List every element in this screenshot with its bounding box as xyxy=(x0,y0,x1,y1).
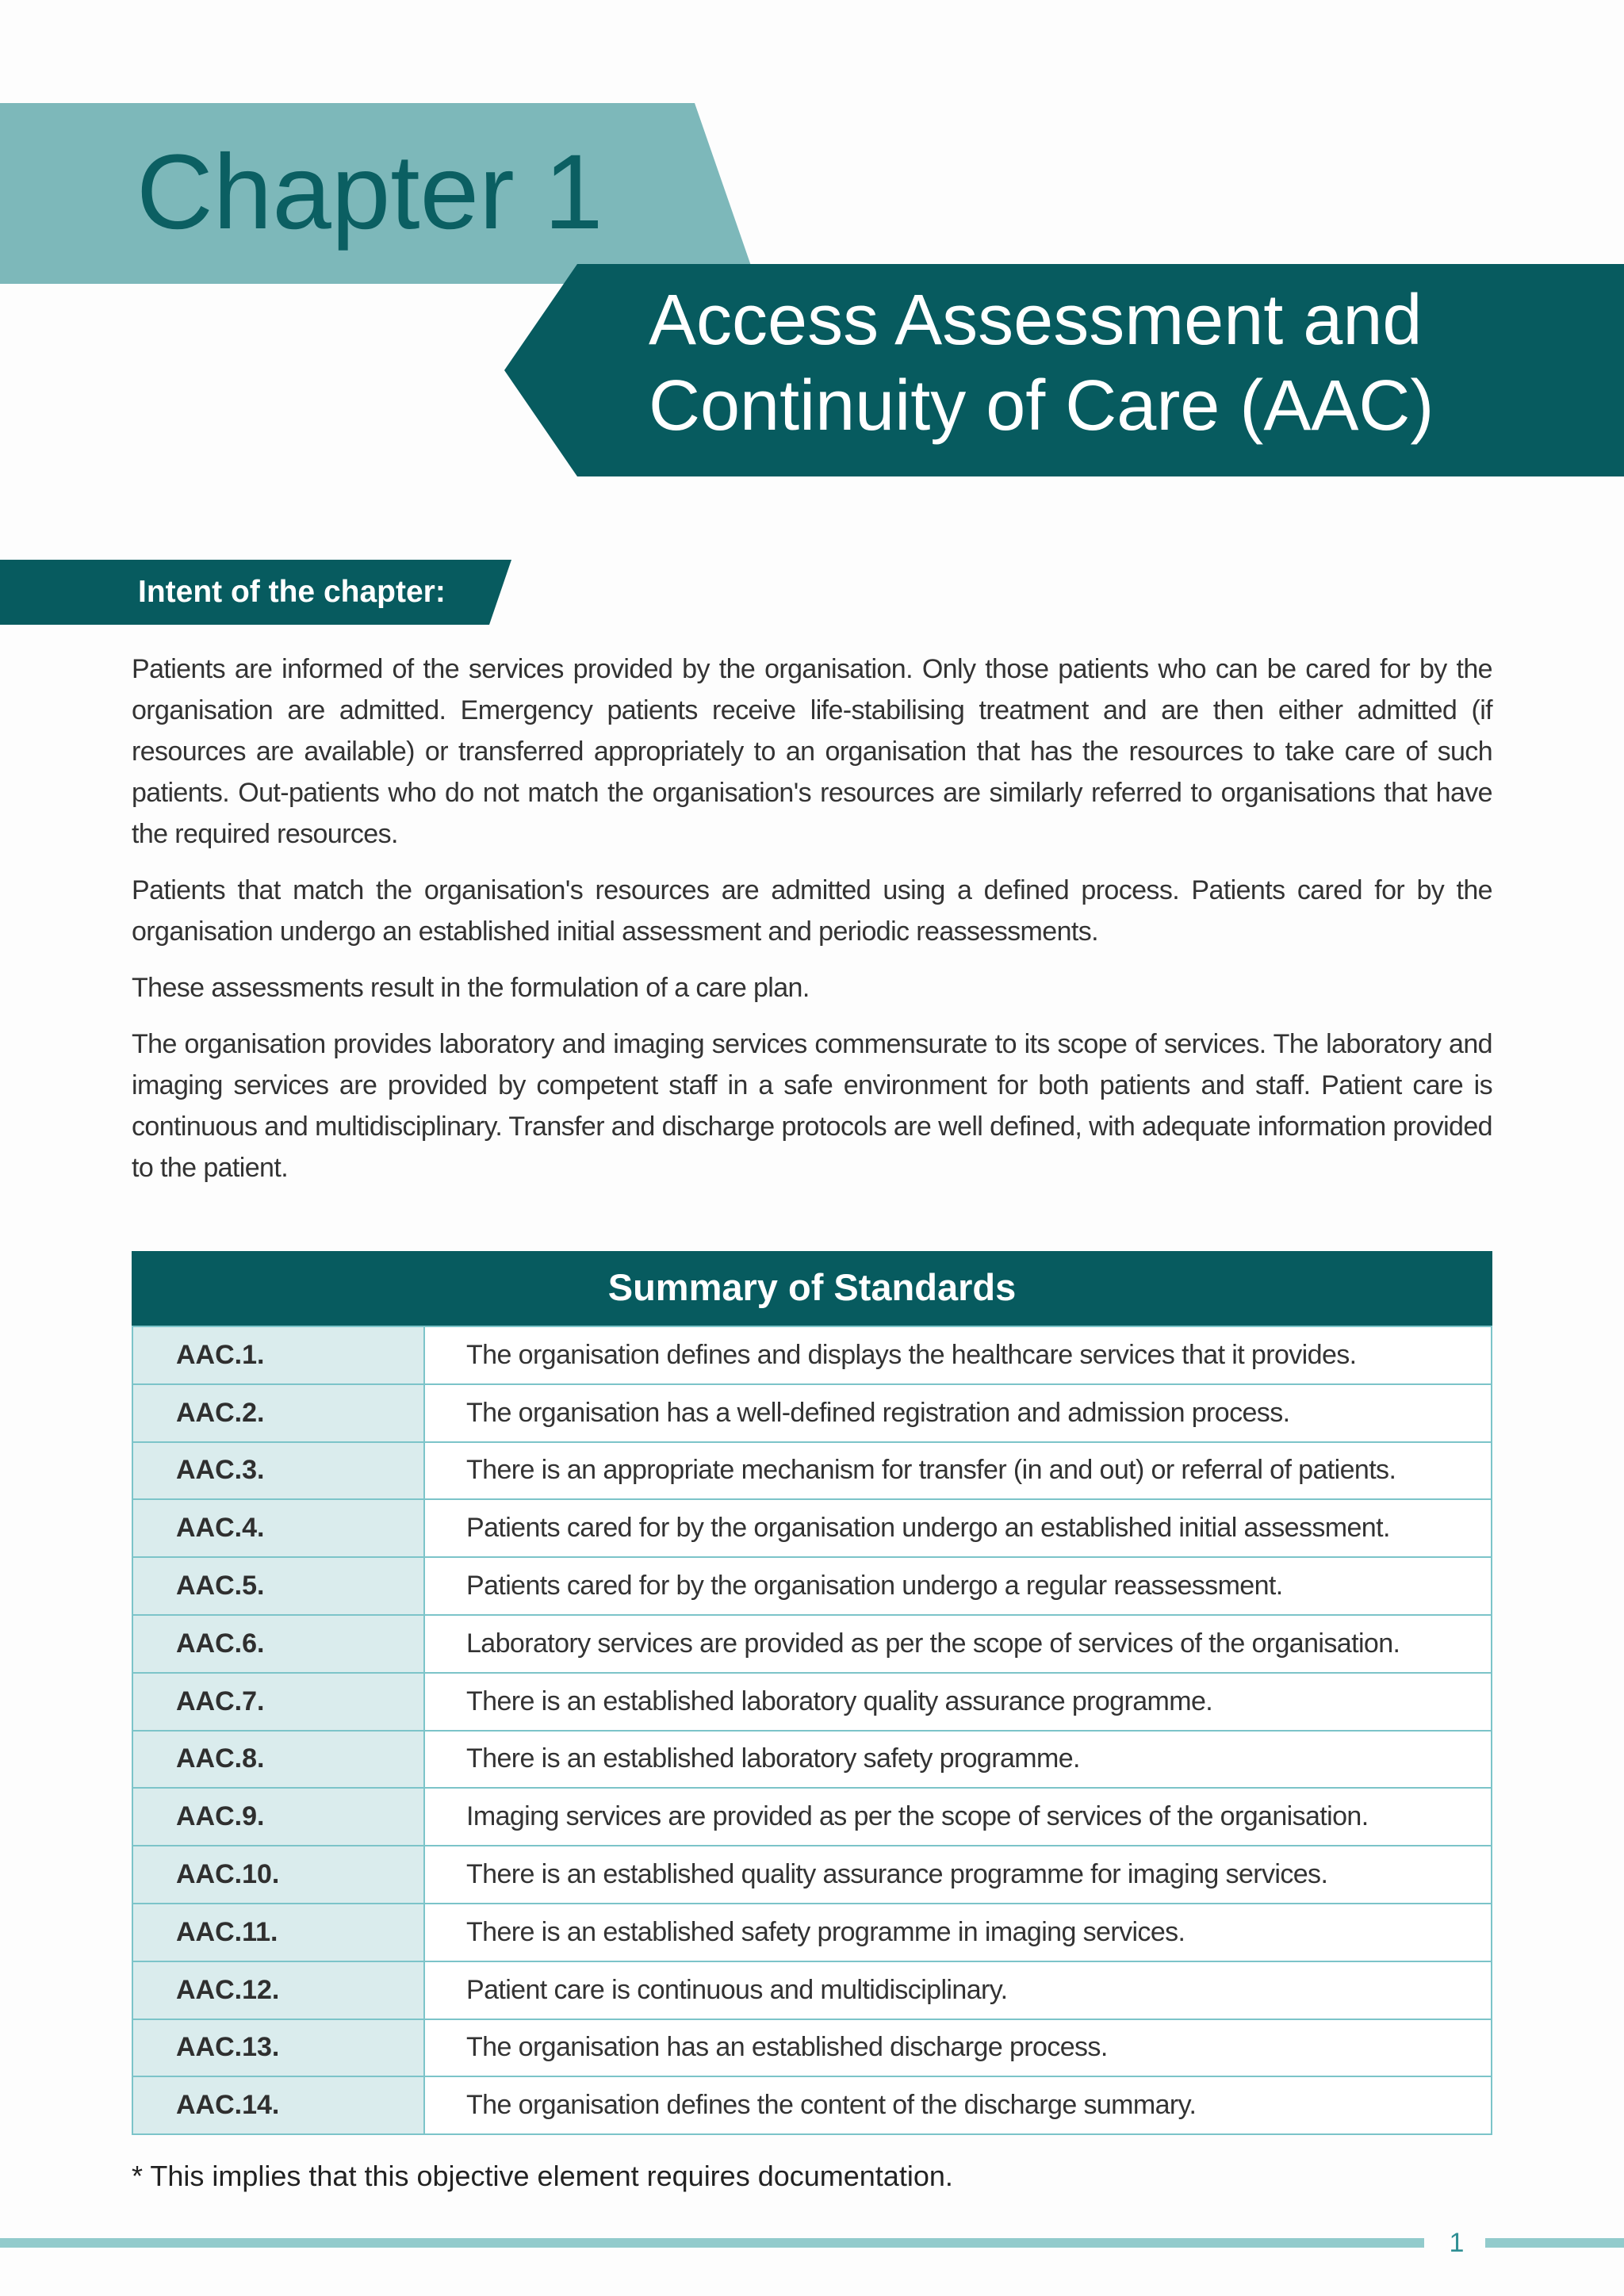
intent-paragraph: Patients that match the organisation's resources are admitted using a defined process. Patients cared for by the organisation undergo an established initial assessment and periodic reassessments. xyxy=(132,875,1492,947)
table-row xyxy=(132,1326,1492,1384)
table-row xyxy=(132,1673,1492,1731)
chapter-label: Chapter 1 xyxy=(136,133,603,251)
standard-code: AAC.10. xyxy=(132,1846,424,1904)
standards-table xyxy=(132,1326,1492,2135)
standard-code: AAC.12. xyxy=(132,1961,424,2019)
intent-paragraph: The organisation provides laboratory and imaging services commensurate to its scope of services. The laboratory and imaging services are provided by competent staff in a safe environment for both patients and staff. Patient care is continuous and multidisciplinary. Transfer and discharge protocols are well defined, with adequate information provided to the patient. xyxy=(132,1029,1492,1183)
standard-description: The organisation defines and displays the healthcare services that it provides. xyxy=(424,1326,1492,1384)
standard-description: The organisation has a well-defined registration and admission process. xyxy=(424,1384,1492,1442)
standard-code: AAC.3. xyxy=(132,1442,424,1500)
standard-description: The organisation defines the content of the discharge summary. xyxy=(424,2076,1492,2134)
standard-description: There is an established safety programme in imaging services. xyxy=(424,1904,1492,1961)
table-row xyxy=(132,1731,1492,1789)
table-row xyxy=(132,1961,1492,2019)
table-row xyxy=(132,1846,1492,1904)
table-row xyxy=(132,1442,1492,1500)
intent-paragraph: These assessments result in the formulation of a care plan. xyxy=(132,973,810,1003)
standard-code: AAC.4. xyxy=(132,1499,424,1557)
table-row xyxy=(132,1384,1492,1442)
standard-description: There is an appropriate mechanism for transfer (in and out) or referral of patients. xyxy=(424,1442,1492,1500)
table-row xyxy=(132,2076,1492,2134)
standard-description: There is an established quality assurance programme for imaging services. xyxy=(424,1846,1492,1904)
standard-code: AAC.5. xyxy=(132,1557,424,1615)
chapter-title-line-1: Access Assessment and xyxy=(649,281,1423,360)
standard-code: AAC.2. xyxy=(132,1384,424,1442)
standard-description: Laboratory services are provided as per the scope of services of the organisation. xyxy=(424,1615,1492,1673)
summary-of-standards xyxy=(132,1251,1492,2135)
standard-code: AAC.1. xyxy=(132,1326,424,1384)
footer-rule-left xyxy=(0,2238,1424,2248)
standard-code: AAC.11. xyxy=(132,1904,424,1961)
standard-description: There is an established laboratory safety programme. xyxy=(424,1731,1492,1789)
standard-code: AAC.7. xyxy=(132,1673,424,1731)
intent-paragraph: Patients are informed of the services provided by the organisation. Only those patients who can be cared for by the organisation are admitted. Emergency patients receive life-stabilising treatment and are then either admitted (if resources are available) or transferred appropriately to an organisation that has the resources to take care of such patients. Out-patients who do not match the organisation's resources are similarly referred to organisations that have the required resources. xyxy=(132,654,1492,849)
standard-description: Patients cared for by the organisation undergo a regular reassessment. xyxy=(424,1557,1492,1615)
footer-rule-right xyxy=(1485,2238,1624,2248)
standard-description: Patients cared for by the organisation undergo an established initial assessment. xyxy=(424,1499,1492,1557)
standard-description: Patient care is continuous and multidisciplinary. xyxy=(424,1961,1492,2019)
standard-code: AAC.13. xyxy=(132,2019,424,2077)
table-row xyxy=(132,2019,1492,2077)
table-row xyxy=(132,1788,1492,1846)
footnote: * This implies that this objective element requires documentation. xyxy=(132,2160,953,2192)
page-number: 1 xyxy=(1449,2228,1465,2258)
intent-heading: Intent of the chapter: xyxy=(138,575,446,609)
table-row xyxy=(132,1615,1492,1673)
standard-code: AAC.14. xyxy=(132,2076,424,2134)
table-row xyxy=(132,1499,1492,1557)
standard-code: AAC.9. xyxy=(132,1788,424,1846)
intent-body xyxy=(132,649,1492,1203)
standards-title: Summary of Standards xyxy=(132,1251,1492,1326)
standard-code: AAC.6. xyxy=(132,1615,424,1673)
standard-code: AAC.8. xyxy=(132,1731,424,1789)
table-row xyxy=(132,1557,1492,1615)
standard-description: The organisation has an established discharge process. xyxy=(424,2019,1492,2077)
chapter-title-line-2: Continuity of Care (AAC) xyxy=(649,366,1434,446)
standard-description: Imaging services are provided as per the scope of services of the organisation. xyxy=(424,1788,1492,1846)
standard-description: There is an established laboratory quality assurance programme. xyxy=(424,1673,1492,1731)
table-row xyxy=(132,1904,1492,1961)
